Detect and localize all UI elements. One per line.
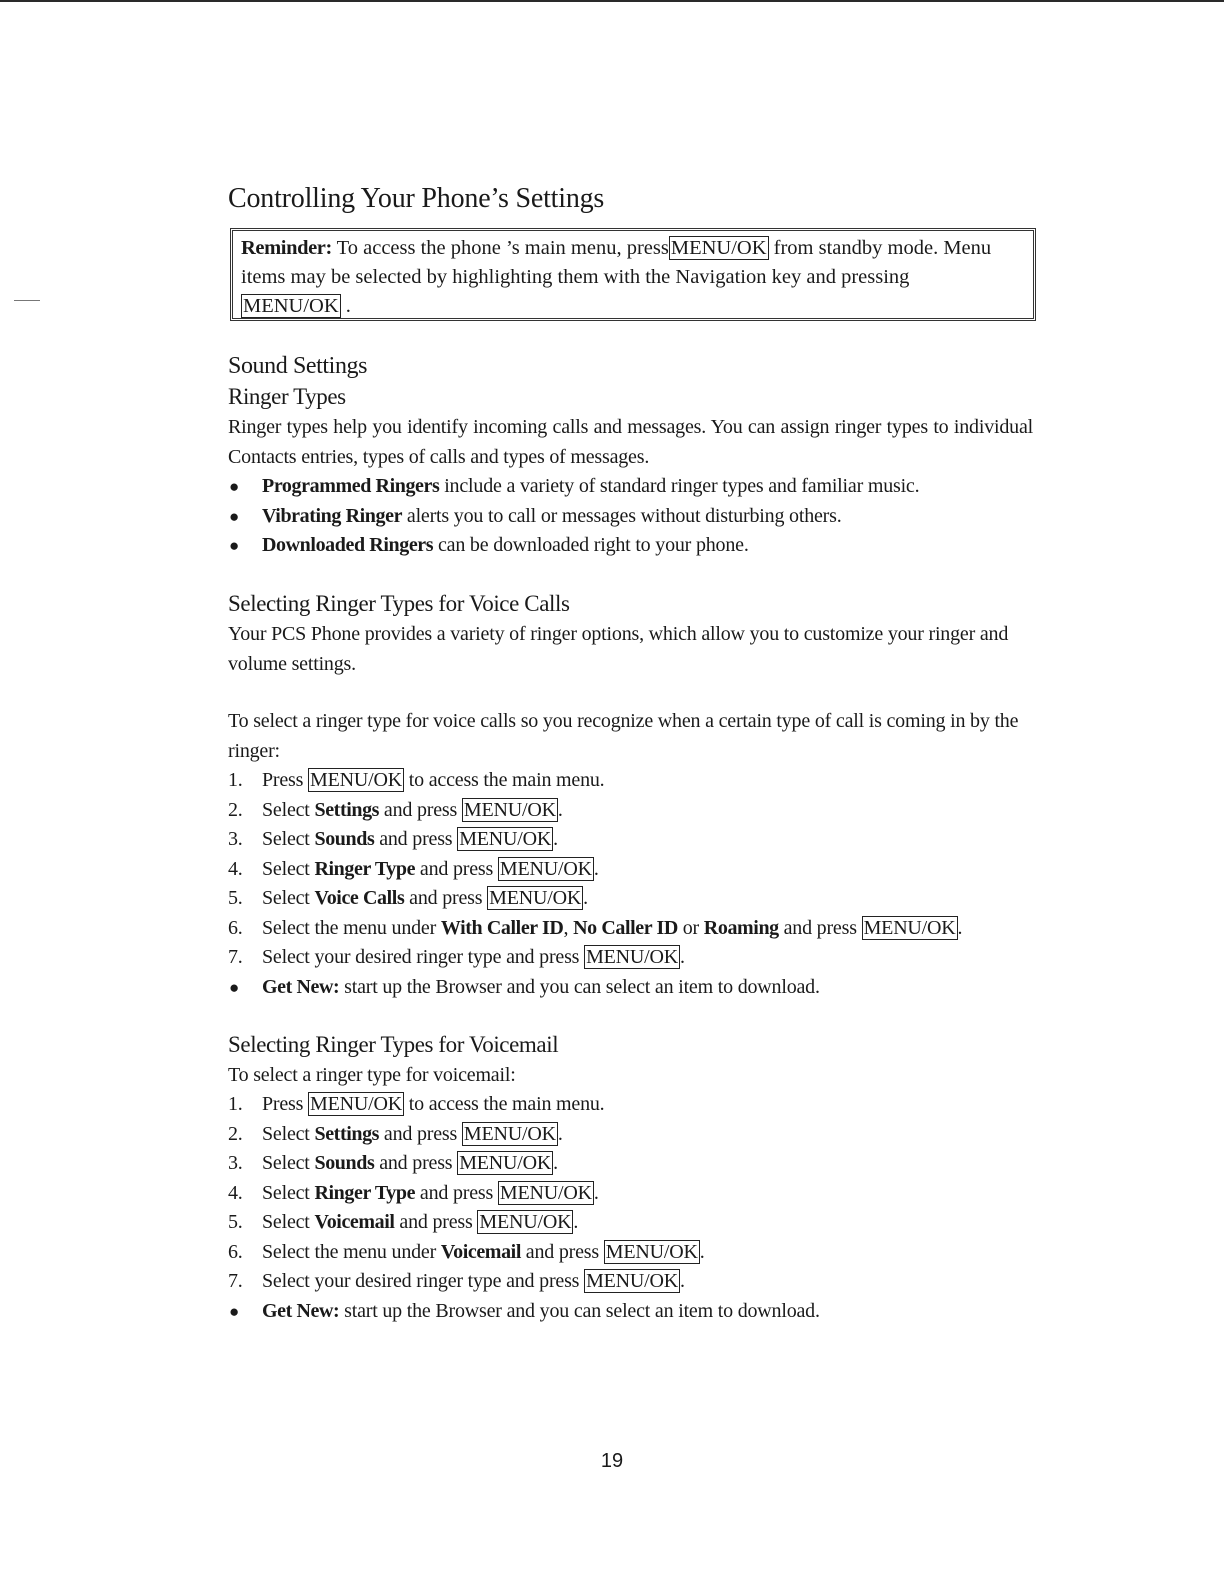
menu-ok-key: MENU/OK <box>586 946 678 968</box>
ringer-types-intro: Ringer types help you identify incoming calls and messages. You can assign ringer types to individual Contacts entries, types of calls and types of messages. <box>228 416 1033 468</box>
list-item: 4. Select Ringer Type and press MENU/OK . <box>228 1181 599 1204</box>
menu-ok-key: MENU/OK <box>310 769 402 791</box>
page-top-rule <box>0 0 1224 2</box>
page-title: Controlling Your Phone’s Settings <box>228 183 605 214</box>
menu-ok-key: MENU/OK <box>463 1122 556 1145</box>
menu-ok-key: MENU/OK <box>463 798 556 821</box>
voice-calls-heading: Selecting Ringer Types for Voice Calls <box>228 591 570 616</box>
bullet-icon: ● <box>229 977 240 997</box>
menu-ok-key: MENU/OK <box>479 1211 572 1233</box>
menu-ok-key: MENU/OK <box>459 828 552 850</box>
menu-ok-key: MENU/OK <box>499 1181 592 1204</box>
reminder-text-1: To access the phone ’s main menu, press <box>336 237 669 259</box>
ringer-types-list <box>228 472 1033 561</box>
sound-settings-heading: Sound Settings <box>228 353 368 379</box>
bullet-icon: ● <box>229 1301 240 1321</box>
list-item: 1. Press MENU/OK to access the main menu. <box>228 1093 605 1115</box>
list-item: 5. Select Voice Calls and press MENU/OK . <box>228 887 588 909</box>
list-item: ● Downloaded Ringers can be downloaded right to your phone. <box>228 531 1033 561</box>
menu-ok-key: MENU/OK <box>310 1093 402 1115</box>
menu-ok-key: MENU/OK <box>459 1152 552 1174</box>
margin-mark <box>14 300 40 301</box>
list-item: ● Programmed Ringers include a variety of standard ringer types and familiar music. <box>228 472 1033 502</box>
list-item: 7. Select your desired ringer type and press MENU/OK . <box>228 946 685 968</box>
list-item: 6. Select the menu under Voicemail and press MENU/OK . <box>228 1240 705 1263</box>
bullet-icon: ● <box>229 536 240 555</box>
list-item: 1. Press MENU/OK to access the main menu. <box>228 769 605 791</box>
reminder-label: Reminder: <box>241 237 332 259</box>
list-item: ● Vibrating Ringer alerts you to call or messages without disturbing others. <box>228 502 1033 532</box>
menu-ok-key: MENU/OK <box>863 916 956 939</box>
voice-calls-steps <box>228 766 1033 1002</box>
list-item: 5. Select Voicemail and press MENU/OK . <box>228 1211 579 1233</box>
list-item: 3. Select Sounds and press MENU/OK . <box>228 828 558 850</box>
menu-ok-key: MENU/OK <box>605 1240 698 1263</box>
list-item: 4. Select Ringer Type and press MENU/OK . <box>228 857 599 880</box>
voice-calls-lead: To select a ringer type for voice calls so you recognize when a certain type of call is coming in by the ringer: <box>228 710 1019 762</box>
reminder-end: . <box>345 295 351 317</box>
bullet-icon: ● <box>229 477 240 496</box>
list-item: 3. Select Sounds and press MENU/OK . <box>228 1152 558 1174</box>
voicemail-steps <box>228 1090 1033 1326</box>
list-item: 2. Select Settings and press MENU/OK . <box>228 1122 563 1145</box>
ringer-types-heading: Ringer Types <box>228 384 346 409</box>
voicemail-lead: To select a ringer type for voicemail: <box>228 1064 516 1086</box>
voice-calls-intro: Your PCS Phone provides a variety of ringer options, which allow you to customize your ringer and volume settings. <box>228 623 1009 675</box>
list-item: 7. Select your desired ringer type and press MENU/OK . <box>228 1270 685 1292</box>
reminder-text-2: from standby mode. Menu items may be selected by highlighting them with the Navigation key and pressing <box>241 237 992 288</box>
menu-ok-key: MENU/OK <box>489 887 582 909</box>
list-item: ● Get New: start up the Browser and you can select an item to download. <box>228 973 1033 1003</box>
reminder-box <box>230 228 1036 321</box>
menu-ok-key: MENU/OK <box>670 237 767 259</box>
bullet-icon: ● <box>229 506 240 526</box>
list-item: 2. Select Settings and press MENU/OK . <box>228 798 563 821</box>
page-number: 19 <box>600 1450 624 1472</box>
list-item: ● Get New: start up the Browser and you can select an item to download. <box>228 1297 1033 1327</box>
menu-ok-key: MENU/OK <box>243 295 339 317</box>
list-item: 6. Select the menu under With Caller ID, No Caller ID or Roaming and press MENU/OK . <box>228 916 963 939</box>
menu-ok-key: MENU/OK <box>586 1270 678 1292</box>
menu-ok-key: MENU/OK <box>499 857 592 880</box>
voicemail-heading: Selecting Ringer Types for Voicemail <box>228 1032 559 1057</box>
